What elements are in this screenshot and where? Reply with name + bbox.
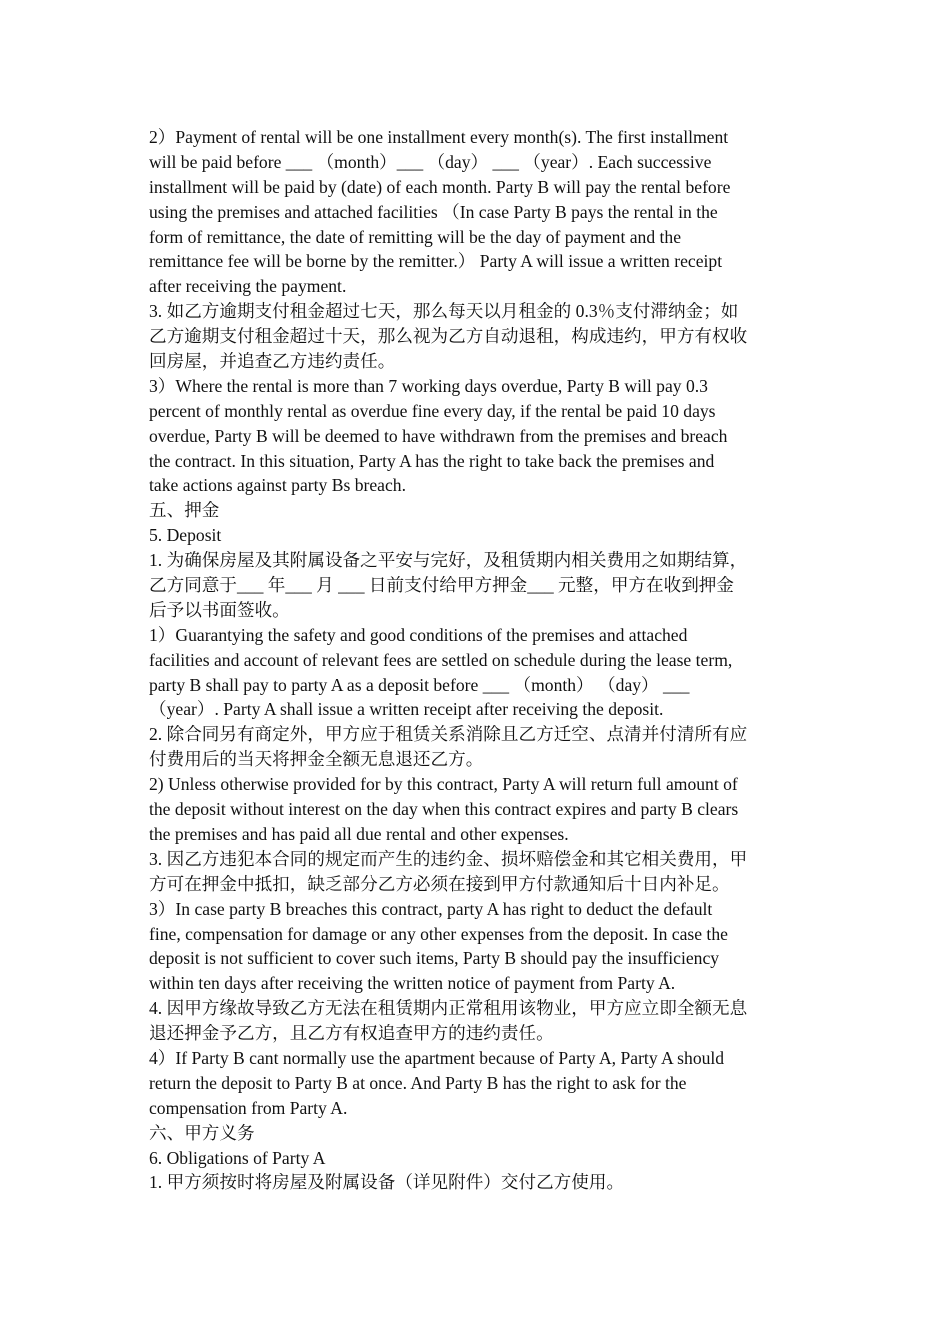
document-line: within ten days after receiving the written notice of payment from Party A. <box>149 973 676 994</box>
document-line: the contract. In this situation, Party A has the right to take back the premises and <box>149 450 715 471</box>
document-line: the deposit without interest on the day when this contract expires and party B clears <box>149 799 739 820</box>
document-line: take actions against party Bs breach. <box>149 475 406 496</box>
document-line: percent of monthly rental as overdue fine every day, if the rental be paid 10 days <box>149 400 716 421</box>
document-line: 3. 因乙方违犯本合同的规定而产生的违约金、损坏赔偿金和其它相关费用，甲 <box>149 848 748 869</box>
document-line: compensation from Party A. <box>149 1097 348 1118</box>
document-line: will be paid before ___ （month）___ （day） ___ （year）. Each successive <box>149 151 712 172</box>
document-line: 1. 为确保房屋及其附属设备之平安与完好，及租赁期内相关费用之如期结算， <box>149 550 748 571</box>
document-line: 2) Unless otherwise provided for by this contract, Party A will return full amount of <box>149 774 738 795</box>
document-line: 乙方同意于___ 年___ 月 ___ 日前支付给甲方押金___ 元整，甲方在收到押金 <box>149 575 734 596</box>
document-line: deposit is not sufficient to cover such items, Party B should pay the insufficiency <box>149 948 720 969</box>
document-line: using the premises and attached facilities （In case Party B pays the rental in the <box>149 201 718 222</box>
document-line: （year）. Party A shall issue a written receipt after receiving the deposit. <box>149 699 664 720</box>
document-line: 方可在押金中抵扣，缺乏部分乙方必须在接到甲方付款通知后十日内补足。 <box>149 873 730 894</box>
document-line: 乙方逾期支付租金超过十天，那么视为乙方自动退租，构成违约，甲方有权收 <box>149 326 748 347</box>
document-line: 六、甲方义务 <box>149 1122 255 1143</box>
document-line: 2）Payment of rental will be one installment every month(s). The first installment <box>149 127 729 147</box>
document-line: 2. 除合同另有商定外，甲方应于租赁关系消除且乙方迁空、点清并付清所有应 <box>149 724 748 745</box>
document-line: 回房屋，并追查乙方违约责任。 <box>149 351 396 372</box>
document-line: 后予以书面签收。 <box>149 599 290 620</box>
document-line: 6. Obligations of Party A <box>149 1147 326 1168</box>
document-line: after receiving the payment. <box>149 276 347 297</box>
document-line: the premises and has paid all due rental and other expenses. <box>149 823 569 844</box>
document-line: installment will be paid by (date) of each month. Party B will pay the rental before <box>149 176 731 197</box>
document-line: form of remittance, the date of remitting will be the day of payment and the <box>149 226 682 247</box>
document-line: 五、押金 <box>149 500 220 521</box>
document-line: 3）Where the rental is more than 7 working days overdue, Party B will pay 0.3 <box>149 375 708 396</box>
document-line: 退还押金予乙方，且乙方有权追查甲方的违约责任。 <box>149 1023 554 1044</box>
document-line: return the deposit to Party B at once. And Party B has the right to ask for the <box>149 1072 687 1093</box>
document-line: 3）In case party B breaches this contract, party A has right to deduct the default <box>149 898 713 919</box>
document-body <box>149 125 804 1195</box>
document-line: 1. 甲方须按时将房屋及附属设备（详见附件）交付乙方使用。 <box>149 1172 625 1193</box>
document-line: facilities and account of relevant fees are settled on schedule during the lease term, <box>149 649 733 670</box>
document-line: 3. 如乙方逾期支付租金超过七天，那么每天以月租金的 0.3％支付滞纳金；如 <box>149 301 739 322</box>
document-line: fine, compensation for damage or any other expenses from the deposit. In case the <box>149 923 728 944</box>
document-line: 1）Guarantying the safety and good conditions of the premises and attached <box>149 624 688 645</box>
document-line: 4）If Party B cant normally use the apartment because of Party A, Party A should <box>149 1047 725 1068</box>
document-line: 4. 因甲方缘故导致乙方无法在租赁期内正常租用该物业，甲方应立即全额无息 <box>149 998 748 1019</box>
document-line: party B shall pay to party A as a deposit before ___ （month） （day） ___ <box>149 674 690 695</box>
document-line: remittance fee will be borne by the remitter.） Party A will issue a written receipt <box>149 251 723 272</box>
document-line: 付费用后的当天将押金全额无息退还乙方。 <box>149 749 484 770</box>
document-line: overdue, Party B will be deemed to have withdrawn from the premises and breach <box>149 425 728 446</box>
document-line: 5. Deposit <box>149 525 222 546</box>
